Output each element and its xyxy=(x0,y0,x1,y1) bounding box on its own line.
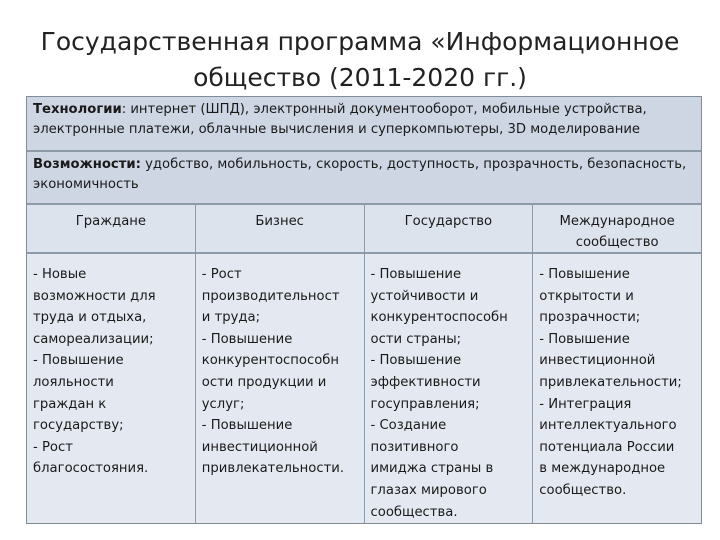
body-citizens: - Новые возможности для труда и отдыха, самореализации; - Повышение лояльности граждан к государству; - Рост благосостояния. xyxy=(27,254,196,523)
opportunities-text: удобство, мобильность, скорость, доступность, прозрачность, безопасность, экономичность xyxy=(33,157,687,192)
body-state: - Повышение устойчивости и конкурентоспособн ости страны; - Повышение эффективности госуправления; - Создание позитивного имиджа страны в глазах мирового сообщества. xyxy=(365,254,534,523)
slide-title: Государственная программа «Информационное общество (2011-2020 гг.) xyxy=(40,27,680,92)
technologies-text: : интернет (ШПД), электронный документооборот, мобильные устройства, электронные платежи, облачные вычисления и суперкомпьютеры, 3D моделирование xyxy=(33,102,647,137)
column-header-row xyxy=(27,205,701,254)
opportunities-row xyxy=(27,152,701,205)
body-business: - Рост производительност и труда; - Повышение конкурентоспособн ости продукции и услуг; - Повышение инвестиционной привлекательности. xyxy=(196,254,365,523)
header-international: Международное сообщество xyxy=(559,214,675,250)
header-business: Бизнес xyxy=(196,205,365,252)
header-state: Государство xyxy=(365,205,534,252)
technologies-row xyxy=(27,97,701,152)
program-table xyxy=(26,96,702,524)
opportunities-label: Возможности: xyxy=(33,157,141,172)
column-body-row xyxy=(27,254,701,523)
body-international: - Повышение открытости и прозрачности; - Повышение инвестиционной привлекательности; - Интеграция интеллектуального потенциала России в международное сообщество. xyxy=(539,267,682,498)
header-citizens: Граждане xyxy=(27,205,196,252)
technologies-label: Технологии xyxy=(33,102,122,117)
